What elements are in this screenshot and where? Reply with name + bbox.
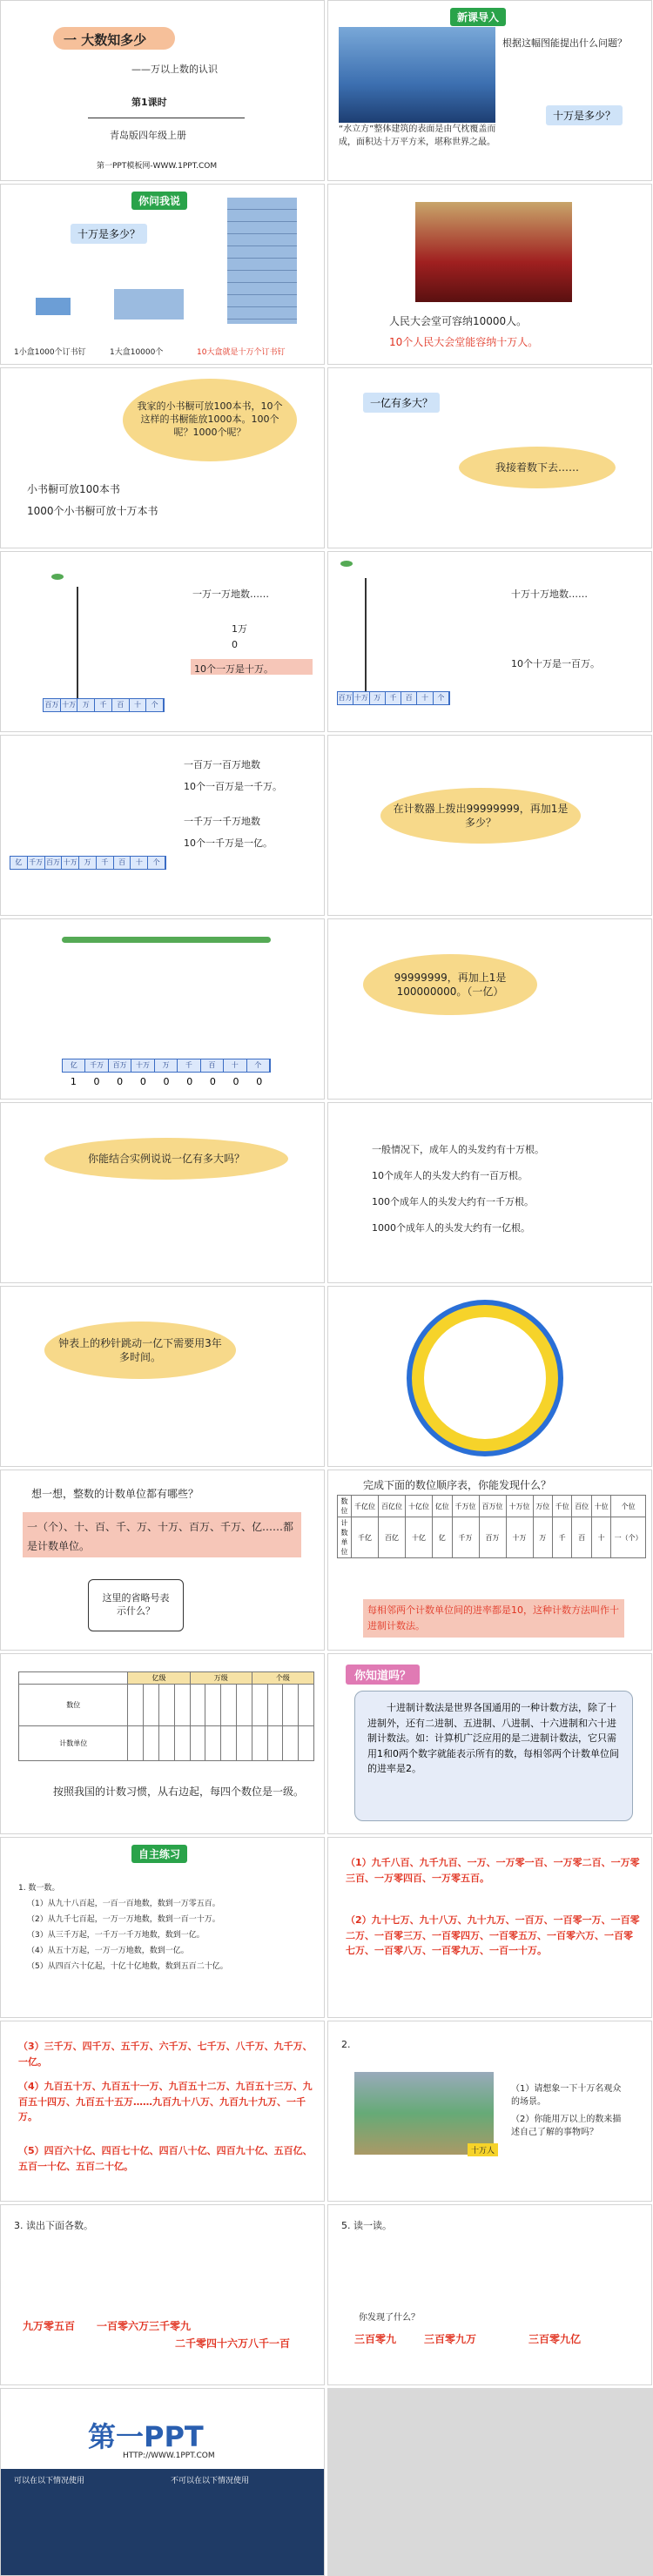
slide-title [0,0,325,181]
empty-panel [327,2388,653,2576]
answer-3: 三百零九亿 [528,2333,582,2345]
slide-clock-text [0,1286,325,1467]
place-table: 数位 千亿位 百亿位 十亿位 亿位 千万位 百万位 十万位 万位 千位 百位 十位 个位 计数单位 千亿 百亿 十亿 亿 千万 百万 十万 万 千 百 十 一（个） [337,1495,646,1558]
line-3: 100个成年人的头发大约有一千万根。 [372,1196,534,1207]
ask-bubble: 这里的省略号表示什么？ [88,1579,184,1631]
sub: 你发现了什么？ [359,2313,420,2323]
slide-read [327,2204,652,2385]
place-value-row: 百万 十万 万 千 百 十 个 [337,691,450,705]
col-1-title: 可以在以下情况使用 [14,2477,85,2485]
speech-bubble: 我家的小书橱可放100本书，10个这样的书橱能放1000本。100个呢？1000个呢？ [123,379,297,461]
note: 每相邻两个计数单位间的进率都是10，这种计数方法叫作十进制计数法。 [367,1604,619,1631]
abacus-top-bar [62,937,271,943]
answer-1: （1）九千八百、九千九百、一万、一万零一百、一万零二百、一万零三百、一万零四百、一万零五百。 [346,1857,640,1884]
text: 按照我国的计数习惯，从右边起，每四个数位是一级。 [53,1786,305,1798]
slide-bookcase [0,367,325,548]
slide-staples [0,184,325,365]
line-1: 人民大会堂可容纳10000人。 [389,315,528,327]
question: 根据这幅图能提出什么问题？ [502,37,627,49]
badge: 你问我说 [131,192,187,210]
slide-answer-yi [327,918,652,1100]
box-stack [227,198,297,324]
answer-2: 一百零六万三千零九 [97,2320,192,2332]
answer-1: 九万零五百 [23,2320,76,2332]
answer-5: （5）四百六十亿、四百七十亿、四百八十亿、四百九十亿、五百亿、五百一十亿、五百二十亿。 [18,2145,313,2172]
slide-discuss [0,1102,325,1283]
slide-table-1 [327,1470,652,1651]
box-large [114,289,184,319]
slide-abacus-4 [0,918,325,1100]
slide-practice: 自主练习 1. 数一数。 （1）从九十八百起，一百一百地数，数到一万零五百。 （2）从九千七百起，一万一万地数，数到一百一十万。 （3）从三千万起，一千万一千万地数，数到一亿。 （4）从五十万起，一万一万地数，数到一亿。 （5）从四百六十亿起，十亿十亿地数，数到五百二十亿。 [0,1837,325,2018]
answer-3: 二千零四十六万八千一百 [175,2337,291,2350]
slide-stadium [327,2021,652,2202]
abacus-rod [365,578,367,691]
digit-row: 1 0 0 0 0 0 0 0 0 [70,1076,263,1087]
slide-abacus-3 [0,735,325,916]
line-2: 1000个小书橱可放十万本书 [27,505,158,517]
speech-bubble: 99999999，再加上1是100000000。（一亿） [363,954,537,1015]
line-2: 10个人民大会堂能容纳十万人。 [389,336,539,348]
stadium-image [354,2072,494,2155]
slide-abacus-1 [0,551,325,732]
col-2-title: 不可以在以下情况使用 [171,2477,250,2485]
line-3: 一千万一千万地数 [184,816,260,827]
slide-intro [327,0,652,181]
question: 想一想，整数的计数单位都有哪些？ [31,1488,199,1500]
slide-units [0,1470,325,1651]
box-small [36,298,71,315]
slide-brand [0,2388,325,2576]
clock-face [424,1317,546,1439]
abacus-top-bead [51,574,64,580]
line-2: 10个十万是一百万。 [511,658,600,669]
speech-bubble: 你能结合实例说说一亿有多大吗？ [44,1138,288,1180]
answer-1: 三百零九 [354,2333,397,2345]
num: 2. [341,2039,351,2050]
answer-bubble: 我接着数下去…… [459,447,616,488]
line-2: 1万 [232,623,247,635]
brand-url: HTTP://WWW.1PPT.COM [123,2452,215,2460]
answer-2: 三百零九万 [424,2333,477,2345]
hall-image [415,202,572,302]
line-4: 10个一万是十万。 [194,663,273,675]
line-1: 一百万一百万地数 [184,759,260,770]
slide-answers-2 [0,2021,325,2202]
line-2: 10个成年人的头发大约有一百万根。 [372,1170,528,1181]
slide-hair [327,1102,652,1283]
line-1: 小书橱可放100本书 [27,483,120,495]
line-1: 一般情况下，成年人的头发约有十万根。 [372,1144,544,1155]
units-list: 一（个）、十、百、千、万、十万、百万、千万、亿……都是计数单位。 [27,1521,294,1552]
line-2: 10个一百万是一千万。 [184,781,282,792]
answer-2: （2）九十七万、九十八万、九十九万、一百万、一百零一万、一百零二万、一百零三万、一百零四万、一百零五万、一百零六万、一百零七万、一百零八万、一百零九万、一百一十万。 [346,1914,640,1957]
water-cube-image [339,27,495,123]
q-box: 十万是多少？ [546,105,623,125]
badge: 你知道吗？ [346,1665,420,1685]
line-3: 0 [232,639,238,650]
line-1: 十万十万地数…… [511,589,588,600]
q1: （1）请想象一下十万名观众的场景。 [511,2084,622,2107]
place-value-row: 百万 十万 万 千 百 十 个 [43,698,165,712]
speech-bubble: 在计数器上拨出99999999，再加1是多少？ [380,788,581,844]
slide-answers-1 [327,1837,652,2018]
level-table: 亿级 万级 个级 数位 计数单位 [18,1671,314,1761]
label-1: 1小盒1000个订书钉 [14,348,86,357]
line-4: 10个一千万是一亿。 [184,837,273,849]
tag: 十万人 [468,2143,498,2156]
q2: （2）你能用万以上的数来描述自己了解的事物吗？ [511,2115,622,2137]
publisher: 青岛版四年级上册 [110,130,186,141]
title: 完成下面的数位顺序表，你能发现什么？ [363,1479,552,1491]
text-box: 十进制计数法是世界各国通用的一种计数方法，除了十进制外，还有二进制、五进制、八进制、十六进制和六十进制计数法。如：计算机广泛应用的是二进制计数法，它只需用1和0两个数字就能表示所有的数，每相邻两个计数单位间的进率是2。 [354,1691,633,1821]
badge: 新课导入 [450,8,506,26]
place-value-row: 亿 千万 百万 十万 万 千 百 十 个 [62,1059,271,1073]
label-2: 1大盒10000个 [110,348,164,357]
question: 一亿有多大？ [363,393,440,413]
answer-4: （4）九百五十万、九百五十一万、九百五十二万、九百五十三万、九百五十四万、九百五十五万……九百九十八万、九百九十九万、一千万。 [18,2081,313,2123]
slide-know [327,1653,652,1834]
brand-logo: 第一PPT [88,2420,204,2453]
line-1: 一万一万地数…… [192,589,269,600]
place-value-row: 亿 千万 百万 十万 万 千 百 十 个 [10,856,166,870]
abacus-top-bead [340,561,353,567]
title: 3. 读出下面各数。 [14,2220,93,2231]
subtitle: ——万以上数的认识 [131,64,218,75]
answer-3: （3）三千万、四千万、五千万、六千万、七千万、八千万、九千万、一亿。 [18,2041,313,2068]
slide-abacus-2 [327,551,652,732]
slide-clock [327,1286,652,1467]
abacus-rod [77,587,78,700]
slide-yi [327,367,652,548]
lesson: 第1课时 [131,97,167,108]
badge: 自主练习 [131,1845,187,1863]
footer: 第一PPT模板网-WWW.1PPT.COM [97,162,218,171]
label-3: 10大盒就是十万个订书钉 [197,348,286,357]
caption: “水立方”整体建筑的表面是由气枕覆盖而成，面积达十万平方米，堪称世界之最。 [339,124,496,147]
slide-question-999 [327,735,652,916]
line-4: 1000个成年人的头发大约有一亿根。 [372,1222,530,1234]
title: 5. 读一读。 [341,2220,392,2231]
slide-hall [327,184,652,365]
slide-read-numbers [0,2204,325,2385]
chapter-title: 一 大数知多少 [64,32,147,48]
question: 十万是多少？ [71,224,147,244]
speech-bubble: 钟表上的秒针跳动一亿下需要用3年多时间。 [44,1322,236,1379]
slide-table-2 [0,1653,325,1834]
